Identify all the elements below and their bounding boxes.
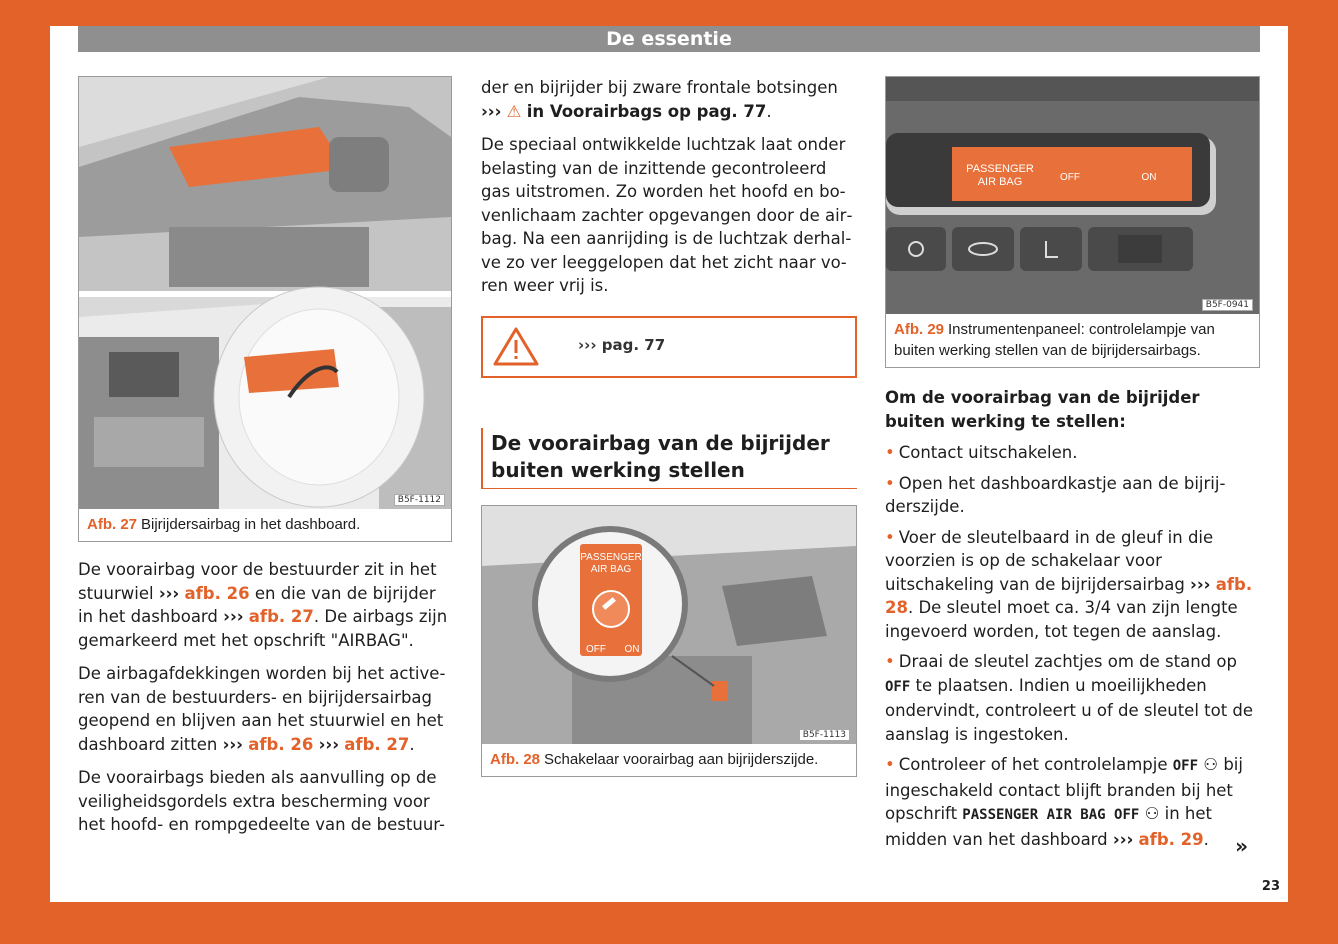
instrument-panel-illustration: [886, 77, 1259, 314]
warning-reference[interactable]: ››› pag. 77: [578, 335, 666, 354]
instruction-list: [885, 441, 1260, 851]
list-item: • Contact uitschakelen.: [885, 443, 1078, 462]
figure-link[interactable]: afb. 29: [1138, 829, 1204, 849]
column-1: [78, 76, 452, 847]
list-item: • Draai de sleutel zachtjes om de stand op OFF te plaatsen. Indien u moeilijkheden ondervindt, controleert u of de sleutel tot de aanslag is ingestoken.: [885, 652, 1254, 744]
switch-label-line2: AIR BAG: [590, 563, 632, 575]
page-number: 23: [1261, 879, 1280, 894]
figure-link[interactable]: afb. 28: [885, 574, 1253, 617]
figure-27-caption: [79, 509, 451, 541]
switch-off-label: OFF: [586, 643, 606, 655]
column-2: [481, 76, 857, 777]
list-item: • Controleer of het controlelampje OFF ⚇ bij ingeschakeld contact blijft branden bij het opschrift PASSENGER AIR BAG OFF ⚇ in het midden van het dashboard ››› afb. 29.: [885, 755, 1243, 849]
section-link[interactable]: in Voorairbags op pag. 77: [526, 101, 767, 121]
figure-code: B5F-1113: [799, 729, 850, 741]
figure-label: Afb. 29: [894, 321, 945, 338]
paragraph: De airbagafdekkingen worden bij het activeren van de bestuurders- en bijrijdersairbag geopend en blijven aan het stuurwiel en het dashboard zitten ››› afb. 26 ››› afb. 27.: [78, 664, 446, 754]
list-item: • Voer de sleutelbaard in de gleuf in die voorzien is op de schakelaar voor uitschakeling van de bijrijdersairbag ››› afb. 28. De sleutel moet ca. 3/4 van zijn lengte ingevoerd worden, tot tegen de aanslag.: [885, 527, 1253, 641]
warning-icon: ⚠: [506, 101, 522, 121]
section-header: De essentie: [78, 26, 1260, 52]
manual-page: [50, 26, 1288, 902]
paragraph: der en bijrijder bij zware frontale botsingen ››› ⚠ in Voorairbags op pag. 77.: [481, 78, 838, 121]
figure-27: [78, 76, 452, 542]
figure-label: Afb. 27: [87, 516, 138, 533]
figure-code: B5F-1112: [394, 494, 445, 506]
panel-off-indicator: OFF: [1060, 172, 1080, 183]
figure-29: [885, 76, 1260, 368]
figure-28: [481, 505, 857, 777]
column-3: [885, 76, 1260, 858]
warning-box: [481, 316, 857, 378]
warning-icon: [493, 326, 539, 366]
caption-text: Bijrijdersairbag in het dashboard.: [141, 516, 361, 533]
list-item: • Open het dashboardkastje aan de bijrijderszijde.: [885, 473, 1226, 516]
switch-label-line1: PASSENGER: [580, 551, 642, 563]
instruction-heading: Om de voorairbag van de bijrijder buiten werking te stellen:: [885, 388, 1200, 431]
paragraph: De voorairbags bieden als aanvulling op de veiligheidsgordels extra bescherming voor het hoofd- en rompgedeelte van de bestuur-: [78, 768, 445, 834]
airbag-off-icon: ⚇: [1144, 804, 1160, 823]
paragraph: De voorairbag voor de bestuurder zit in het stuurwiel ››› afb. 26 en die van de bijrijder in het dashboard ››› afb. 27. De airbags zijn gemarkeerd met het opschrift "AIRBAG".: [78, 560, 448, 650]
dashboard-airbag-illustration: [79, 77, 451, 509]
panel-label-line1: PASSENGER: [966, 163, 1034, 175]
figure-29-caption: [886, 314, 1259, 367]
airbag-off-icon: ⚇: [1203, 755, 1219, 774]
figure-link[interactable]: afb. 27: [248, 607, 314, 626]
figure-code: B5F-0941: [1202, 299, 1253, 311]
section-heading: De voorairbag van de bijrijder buiten werking stellen: [481, 428, 857, 489]
figure-link[interactable]: afb. 26: [248, 734, 314, 754]
caption-text: Instrumentenpaneel: controlelampje van buiten werking stellen van de bijrijdersairbags.: [894, 321, 1215, 359]
glovebox-switch-illustration: [482, 506, 856, 744]
figure-link[interactable]: afb. 26: [184, 583, 250, 603]
figure-27-image: [79, 77, 451, 509]
figure-link[interactable]: afb. 27: [344, 734, 410, 754]
panel-on-indicator: ON: [1141, 172, 1157, 183]
paragraph: De speciaal ontwikkelde luchtzak laat onder belasting van de inzittende gecontroleerd gas uitstromen. Zo worden het hoofd en bovenlichaam zachter opgevangen door de airbag. Na een aanrijding is de luchtzak derhalve zo ver leeggelopen dat het zicht naar voren weer vrij is.: [481, 135, 853, 295]
continue-arrow-icon: »: [1235, 834, 1248, 858]
figure-28-caption: [482, 744, 856, 776]
figure-label: Afb. 28: [490, 750, 541, 768]
figure-28-image: [482, 506, 856, 744]
panel-label-line2: AIR BAG: [977, 176, 1023, 188]
caption-text: Schakelaar voorairbag aan bijrijderszijde.: [544, 750, 819, 768]
figure-29-image: [886, 77, 1259, 314]
switch-on-label: ON: [624, 643, 640, 655]
